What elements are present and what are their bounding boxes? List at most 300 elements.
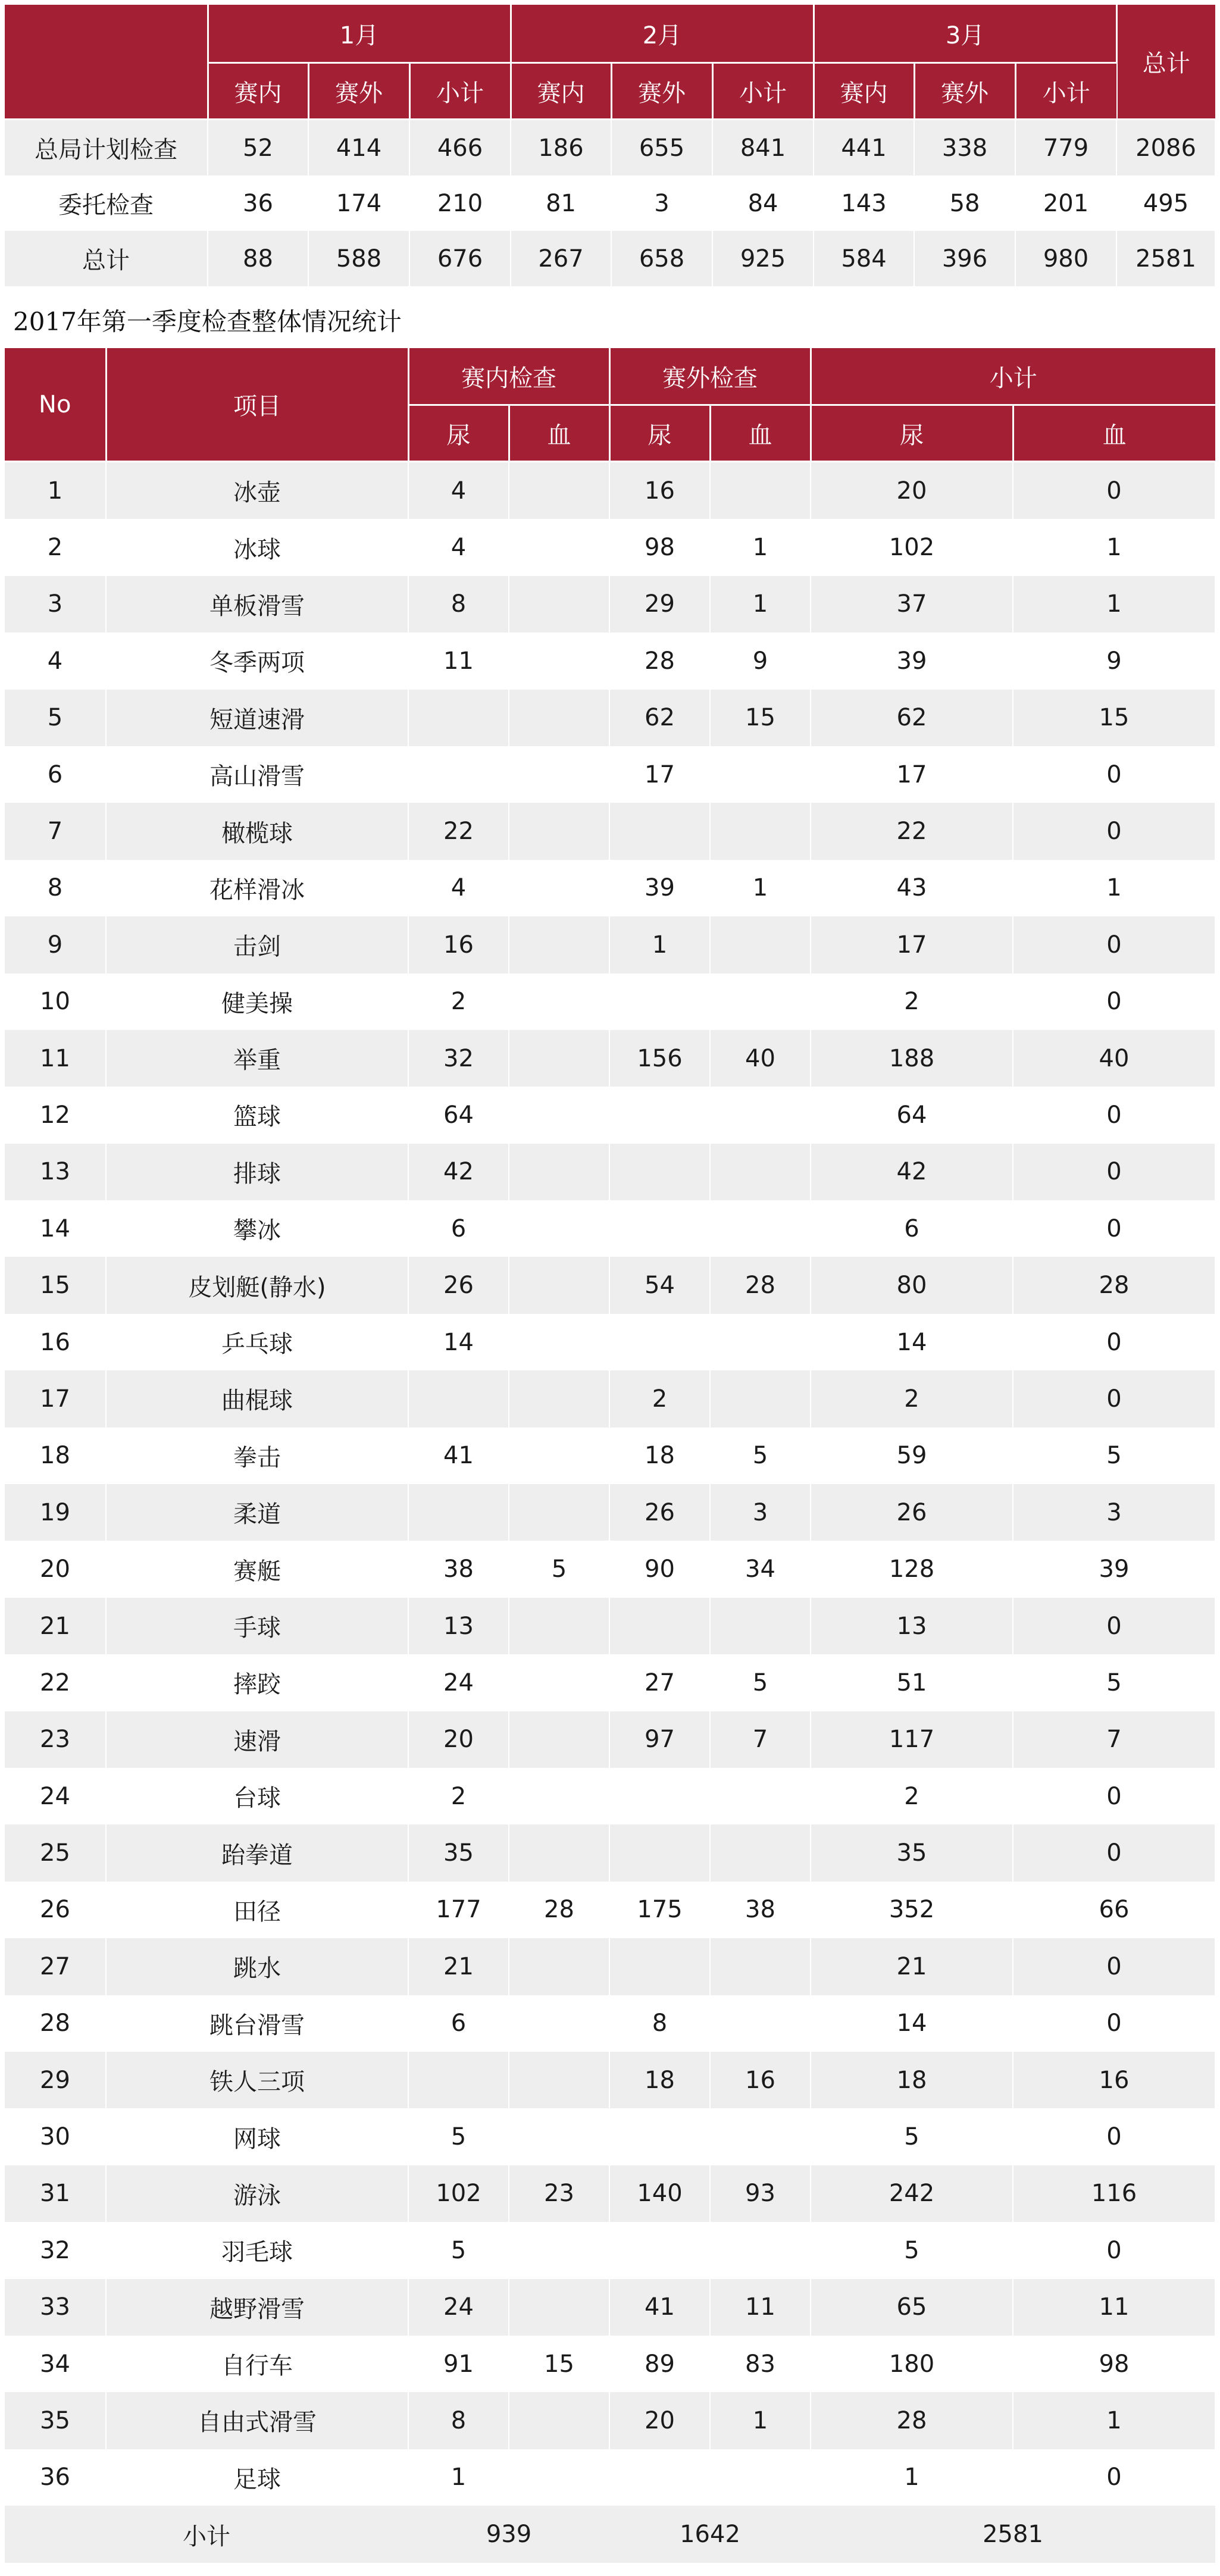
corner-cell bbox=[5, 5, 208, 120]
value-cell: 143 bbox=[814, 176, 914, 231]
sub-header: 赛内 bbox=[814, 63, 914, 120]
sport-name: 网球 bbox=[106, 2108, 408, 2165]
in-urine-cell bbox=[408, 690, 509, 746]
row-number: 33 bbox=[5, 2279, 106, 2336]
subtotal-urine-cell: 64 bbox=[811, 1087, 1013, 1143]
row-number: 3 bbox=[5, 576, 106, 633]
in-blood-cell bbox=[509, 1484, 609, 1541]
subtotal-blood-cell: 0 bbox=[1013, 1144, 1215, 1200]
in-urine-cell: 14 bbox=[408, 1314, 509, 1370]
row-number: 34 bbox=[5, 2336, 106, 2392]
out-blood-cell bbox=[710, 462, 811, 519]
out-blood-cell bbox=[710, 2449, 811, 2506]
sport-name: 击剑 bbox=[106, 916, 408, 973]
row-number: 14 bbox=[5, 1200, 106, 1257]
subtotal-blood-cell: 1 bbox=[1013, 519, 1215, 575]
row-number: 13 bbox=[5, 1144, 106, 1200]
sport-name: 自由式滑雪 bbox=[106, 2392, 408, 2449]
blood-header: 血 bbox=[509, 405, 609, 462]
in-blood-cell bbox=[509, 1768, 609, 1824]
in-urine-cell: 5 bbox=[408, 2222, 509, 2278]
table-row bbox=[5, 1484, 1215, 1541]
subtotal-blood-cell: 98 bbox=[1013, 2336, 1215, 2392]
month-header: 1月 bbox=[208, 5, 511, 63]
out-urine-cell: 27 bbox=[609, 1654, 710, 1711]
out-urine-cell bbox=[609, 1824, 710, 1881]
in-urine-cell: 21 bbox=[408, 1938, 509, 1995]
sport-name: 跳台滑雪 bbox=[106, 1995, 408, 2052]
in-urine-cell: 32 bbox=[408, 1030, 509, 1087]
row-number: 8 bbox=[5, 860, 106, 916]
subtotal-blood-cell: 66 bbox=[1013, 1882, 1215, 1938]
in-urine-cell: 64 bbox=[408, 1087, 509, 1143]
row-number: 35 bbox=[5, 2392, 106, 2449]
sport-name: 橄榄球 bbox=[106, 803, 408, 859]
table-row bbox=[5, 803, 1215, 859]
table-row bbox=[5, 1824, 1215, 1881]
subtotal-urine-cell: 17 bbox=[811, 746, 1013, 803]
in-urine-cell: 2 bbox=[408, 1768, 509, 1824]
table-row bbox=[5, 1428, 1215, 1484]
subtotal-blood-cell: 0 bbox=[1013, 1938, 1215, 1995]
subtotal-blood-cell: 9 bbox=[1013, 633, 1215, 689]
value-cell: 174 bbox=[308, 176, 409, 231]
in-blood-cell bbox=[509, 860, 609, 916]
sport-name: 举重 bbox=[106, 1030, 408, 1087]
out-blood-cell: 15 bbox=[710, 690, 811, 746]
subtotal-urine-cell: 39 bbox=[811, 633, 1013, 689]
out-urine-cell: 16 bbox=[609, 462, 710, 519]
in-urine-cell: 102 bbox=[408, 2165, 509, 2222]
subtotal-urine-cell: 180 bbox=[811, 2336, 1013, 2392]
in-urine-cell: 22 bbox=[408, 803, 509, 859]
in-urine-cell: 91 bbox=[408, 2336, 509, 2392]
subtotal-urine-cell: 352 bbox=[811, 1882, 1013, 1938]
sport-name: 铁人三项 bbox=[106, 2052, 408, 2108]
in-blood-cell bbox=[509, 2279, 609, 2336]
out-urine-cell bbox=[609, 1938, 710, 1995]
out-blood-cell: 16 bbox=[710, 2052, 811, 2108]
subtotal-blood-cell: 0 bbox=[1013, 2108, 1215, 2165]
out-urine-cell: 26 bbox=[609, 1484, 710, 1541]
in-blood-cell bbox=[509, 2392, 609, 2449]
sub-header: 赛外 bbox=[914, 63, 1015, 120]
out-urine-cell: 8 bbox=[609, 1995, 710, 2052]
subtotal-urine-cell: 17 bbox=[811, 916, 1013, 973]
sport-name: 冰壶 bbox=[106, 462, 408, 519]
sport-name: 自行车 bbox=[106, 2336, 408, 2392]
in-blood-cell bbox=[509, 633, 609, 689]
value-cell: 980 bbox=[1015, 231, 1116, 286]
table-row bbox=[5, 2165, 1215, 2222]
no-header: No bbox=[5, 348, 106, 462]
sport-name: 篮球 bbox=[106, 1087, 408, 1143]
sub-header: 赛内 bbox=[208, 63, 308, 120]
subtotal-urine-cell: 102 bbox=[811, 519, 1013, 575]
in-urine-cell: 24 bbox=[408, 1654, 509, 1711]
subtotal-blood-cell: 0 bbox=[1013, 1200, 1215, 1257]
subtotal-blood-cell: 0 bbox=[1013, 1370, 1215, 1427]
out-urine-cell: 54 bbox=[609, 1257, 710, 1313]
row-number: 10 bbox=[5, 974, 106, 1030]
table-row bbox=[5, 462, 1215, 519]
out-urine-cell: 28 bbox=[609, 633, 710, 689]
value-cell: 267 bbox=[511, 231, 611, 286]
in-blood-cell bbox=[509, 1598, 609, 1654]
sport-name: 摔跤 bbox=[106, 1654, 408, 1711]
out-urine-cell: 175 bbox=[609, 1882, 710, 1938]
value-cell: 779 bbox=[1015, 120, 1116, 176]
sport-name: 田径 bbox=[106, 1882, 408, 1938]
subtotal-urine-cell: 18 bbox=[811, 2052, 1013, 2108]
row-number: 20 bbox=[5, 1541, 106, 1597]
subtotal-blood-cell: 15 bbox=[1013, 690, 1215, 746]
summary-row bbox=[5, 120, 1215, 176]
sport-name: 跳水 bbox=[106, 1938, 408, 1995]
value-cell: 584 bbox=[814, 231, 914, 286]
in-urine-cell: 6 bbox=[408, 1995, 509, 2052]
out-urine-cell: 2 bbox=[609, 1370, 710, 1427]
in-blood-cell bbox=[509, 746, 609, 803]
table-row bbox=[5, 746, 1215, 803]
out-blood-cell: 5 bbox=[710, 1428, 811, 1484]
sport-name: 攀冰 bbox=[106, 1200, 408, 1257]
sub-header: 小计 bbox=[1015, 63, 1116, 120]
out-blood-cell: 1 bbox=[710, 860, 811, 916]
subtotal-blood-cell: 0 bbox=[1013, 2222, 1215, 2278]
subtotal-urine-cell: 21 bbox=[811, 1938, 1013, 1995]
out-blood-cell: 93 bbox=[710, 2165, 811, 2222]
table-row bbox=[5, 1200, 1215, 1257]
row-number: 27 bbox=[5, 1938, 106, 1995]
in-urine-cell: 38 bbox=[408, 1541, 509, 1597]
in-blood-cell bbox=[509, 519, 609, 575]
in-urine-cell: 20 bbox=[408, 1711, 509, 1768]
subtotal-urine-cell: 117 bbox=[811, 1711, 1013, 1768]
sport-name: 柔道 bbox=[106, 1484, 408, 1541]
subtotal-blood-cell: 0 bbox=[1013, 1087, 1215, 1143]
subtotal-urine-cell: 37 bbox=[811, 576, 1013, 633]
urine-header: 尿 bbox=[609, 405, 710, 462]
row-number: 31 bbox=[5, 2165, 106, 2222]
in-blood-cell bbox=[509, 1257, 609, 1313]
value-cell: 3 bbox=[611, 176, 712, 231]
subtotal-blood-cell: 0 bbox=[1013, 1314, 1215, 1370]
in-blood-cell bbox=[509, 1995, 609, 2052]
table-row bbox=[5, 974, 1215, 1030]
out-blood-cell bbox=[710, 746, 811, 803]
sub-header: 小计 bbox=[409, 63, 511, 120]
table-row bbox=[5, 2392, 1215, 2449]
subtotal-urine-cell: 242 bbox=[811, 2165, 1013, 2222]
row-number: 29 bbox=[5, 2052, 106, 2108]
value-cell: 495 bbox=[1116, 176, 1215, 231]
value-cell: 676 bbox=[409, 231, 511, 286]
out-urine-cell bbox=[609, 2449, 710, 2506]
row-number: 1 bbox=[5, 462, 106, 519]
urine-header: 尿 bbox=[811, 405, 1013, 462]
sport-name: 健美操 bbox=[106, 974, 408, 1030]
subtotal-label: 小计 bbox=[5, 2506, 408, 2563]
sub-header: 赛外 bbox=[611, 63, 712, 120]
in-urine-cell: 13 bbox=[408, 1598, 509, 1654]
out-urine-cell: 20 bbox=[609, 2392, 710, 2449]
in-blood-cell bbox=[509, 1370, 609, 1427]
subtotal-blood-cell: 0 bbox=[1013, 1824, 1215, 1881]
value-cell: 81 bbox=[511, 176, 611, 231]
sport-name: 冰球 bbox=[106, 519, 408, 575]
row-number: 5 bbox=[5, 690, 106, 746]
summary-row bbox=[5, 176, 1215, 231]
sport-name: 台球 bbox=[106, 1768, 408, 1824]
out-urine-cell: 156 bbox=[609, 1030, 710, 1087]
subtotal-blood-cell: 0 bbox=[1013, 974, 1215, 1030]
subtotal-blood-cell: 16 bbox=[1013, 2052, 1215, 2108]
subtotal-urine-cell: 80 bbox=[811, 1257, 1013, 1313]
out-urine-cell bbox=[609, 1144, 710, 1200]
out-urine-cell bbox=[609, 974, 710, 1030]
in-urine-cell bbox=[408, 746, 509, 803]
in-blood-cell bbox=[509, 916, 609, 973]
out-blood-cell: 1 bbox=[710, 576, 811, 633]
in-urine-cell: 35 bbox=[408, 1824, 509, 1881]
in-blood-cell bbox=[509, 803, 609, 859]
value-cell: 841 bbox=[712, 120, 814, 176]
table-row bbox=[5, 1087, 1215, 1143]
in-urine-cell: 1 bbox=[408, 2449, 509, 2506]
value-cell: 58 bbox=[914, 176, 1015, 231]
out-urine-cell bbox=[609, 803, 710, 859]
subtotal-blood-cell: 0 bbox=[1013, 1995, 1215, 2052]
value-cell: 2086 bbox=[1116, 120, 1215, 176]
out-urine-cell: 29 bbox=[609, 576, 710, 633]
table-row bbox=[5, 1257, 1215, 1313]
out-of-competition-total: 1642 bbox=[609, 2506, 811, 2563]
out-blood-cell: 1 bbox=[710, 2392, 811, 2449]
value-cell: 88 bbox=[208, 231, 308, 286]
table-row bbox=[5, 1995, 1215, 2052]
value-cell: 925 bbox=[712, 231, 814, 286]
sport-statistics-table bbox=[5, 348, 1216, 2563]
in-urine-cell: 4 bbox=[408, 519, 509, 575]
table-row bbox=[5, 916, 1215, 973]
sport-name: 皮划艇(静水) bbox=[106, 1257, 408, 1313]
value-cell: 338 bbox=[914, 120, 1015, 176]
in-competition-header: 赛内检查 bbox=[408, 348, 609, 405]
in-urine-cell: 2 bbox=[408, 974, 509, 1030]
sport-name: 越野滑雪 bbox=[106, 2279, 408, 2336]
out-urine-cell bbox=[609, 1598, 710, 1654]
out-blood-cell bbox=[710, 1087, 811, 1143]
in-urine-cell: 8 bbox=[408, 2392, 509, 2449]
table-row bbox=[5, 1768, 1215, 1824]
out-blood-cell bbox=[710, 1144, 811, 1200]
urine-header: 尿 bbox=[408, 405, 509, 462]
subtotal-urine-cell: 5 bbox=[811, 2108, 1013, 2165]
in-urine-cell: 41 bbox=[408, 1428, 509, 1484]
in-blood-cell bbox=[509, 1144, 609, 1200]
value-cell: 36 bbox=[208, 176, 308, 231]
subtotal-blood-cell: 5 bbox=[1013, 1428, 1215, 1484]
subtotal-blood-cell: 1 bbox=[1013, 576, 1215, 633]
out-blood-cell bbox=[710, 1768, 811, 1824]
row-number: 12 bbox=[5, 1087, 106, 1143]
sub-header: 赛外 bbox=[308, 63, 409, 120]
table-row bbox=[5, 1882, 1215, 1938]
table-row bbox=[5, 690, 1215, 746]
out-urine-cell: 18 bbox=[609, 1428, 710, 1484]
in-blood-cell: 23 bbox=[509, 2165, 609, 2222]
table-caption: 2017年第一季度检查整体情况统计 bbox=[13, 307, 402, 336]
row-label: 总局计划检查 bbox=[5, 120, 208, 176]
out-blood-cell bbox=[710, 1370, 811, 1427]
subtotal-urine-cell: 5 bbox=[811, 2222, 1013, 2278]
in-urine-cell: 5 bbox=[408, 2108, 509, 2165]
table-row bbox=[5, 2052, 1215, 2108]
subtotal-blood-cell: 39 bbox=[1013, 1541, 1215, 1597]
subtotal-blood-cell: 7 bbox=[1013, 1711, 1215, 1768]
in-blood-cell bbox=[509, 1654, 609, 1711]
row-number: 22 bbox=[5, 1654, 106, 1711]
out-urine-cell: 90 bbox=[609, 1541, 710, 1597]
out-urine-cell: 17 bbox=[609, 746, 710, 803]
sport-name: 乒乓球 bbox=[106, 1314, 408, 1370]
value-cell: 2581 bbox=[1116, 231, 1215, 286]
out-blood-cell: 5 bbox=[710, 1654, 811, 1711]
summary-row bbox=[5, 231, 1215, 286]
in-urine-cell: 4 bbox=[408, 860, 509, 916]
row-number: 30 bbox=[5, 2108, 106, 2165]
in-blood-cell bbox=[509, 1314, 609, 1370]
sport-name: 赛艇 bbox=[106, 1541, 408, 1597]
out-blood-cell: 11 bbox=[710, 2279, 811, 2336]
row-number: 15 bbox=[5, 1257, 106, 1313]
row-number: 23 bbox=[5, 1711, 106, 1768]
in-urine-cell: 11 bbox=[408, 633, 509, 689]
subtotal-urine-cell: 2 bbox=[811, 1370, 1013, 1427]
row-number: 21 bbox=[5, 1598, 106, 1654]
in-blood-cell bbox=[509, 974, 609, 1030]
value-cell: 84 bbox=[712, 176, 814, 231]
subtotal-urine-cell: 42 bbox=[811, 1144, 1013, 1200]
subtotal-urine-cell: 65 bbox=[811, 2279, 1013, 2336]
subtotal-blood-cell: 116 bbox=[1013, 2165, 1215, 2222]
in-blood-cell bbox=[509, 462, 609, 519]
in-blood-cell bbox=[509, 576, 609, 633]
row-label: 总计 bbox=[5, 231, 208, 286]
in-blood-cell bbox=[509, 1200, 609, 1257]
item-header: 项目 bbox=[106, 348, 408, 462]
out-blood-cell bbox=[710, 1824, 811, 1881]
out-blood-cell bbox=[710, 1314, 811, 1370]
table-row bbox=[5, 1711, 1215, 1768]
sport-name: 跆拳道 bbox=[106, 1824, 408, 1881]
sport-name: 曲棍球 bbox=[106, 1370, 408, 1427]
blood-header: 血 bbox=[710, 405, 811, 462]
row-number: 2 bbox=[5, 519, 106, 575]
in-competition-total: 939 bbox=[408, 2506, 609, 2563]
in-blood-cell bbox=[509, 1711, 609, 1768]
row-number: 26 bbox=[5, 1882, 106, 1938]
in-urine-cell bbox=[408, 2052, 509, 2108]
subtotal-blood-cell: 0 bbox=[1013, 803, 1215, 859]
out-urine-cell: 97 bbox=[609, 1711, 710, 1768]
row-number: 4 bbox=[5, 633, 106, 689]
grand-total-header: 总计 bbox=[1116, 5, 1215, 120]
row-number: 6 bbox=[5, 746, 106, 803]
subtotal-urine-cell: 28 bbox=[811, 2392, 1013, 2449]
sport-name: 游泳 bbox=[106, 2165, 408, 2222]
out-blood-cell: 3 bbox=[710, 1484, 811, 1541]
in-urine-cell: 26 bbox=[408, 1257, 509, 1313]
subtotal-urine-cell: 22 bbox=[811, 803, 1013, 859]
table-row bbox=[5, 1370, 1215, 1427]
in-blood-cell bbox=[509, 1938, 609, 1995]
in-blood-cell bbox=[509, 1824, 609, 1881]
table-row bbox=[5, 2279, 1215, 2336]
subtotal-blood-cell: 1 bbox=[1013, 2392, 1215, 2449]
row-number: 25 bbox=[5, 1824, 106, 1881]
out-blood-cell bbox=[710, 2222, 811, 2278]
out-blood-cell: 1 bbox=[710, 519, 811, 575]
row-number: 36 bbox=[5, 2449, 106, 2506]
out-urine-cell bbox=[609, 1314, 710, 1370]
subtotal-blood-cell: 5 bbox=[1013, 1654, 1215, 1711]
subtotal-urine-cell: 2 bbox=[811, 1768, 1013, 1824]
subtotal-urine-cell: 26 bbox=[811, 1484, 1013, 1541]
table-row bbox=[5, 2449, 1215, 2506]
row-number: 32 bbox=[5, 2222, 106, 2278]
in-urine-cell: 24 bbox=[408, 2279, 509, 2336]
subtotal-urine-cell: 43 bbox=[811, 860, 1013, 916]
out-urine-cell: 62 bbox=[609, 690, 710, 746]
row-number: 18 bbox=[5, 1428, 106, 1484]
out-urine-cell: 98 bbox=[609, 519, 710, 575]
row-number: 28 bbox=[5, 1995, 106, 2052]
table-row bbox=[5, 576, 1215, 633]
out-blood-cell: 7 bbox=[710, 1711, 811, 1768]
subtotal-blood-cell: 28 bbox=[1013, 1257, 1215, 1313]
table-row bbox=[5, 1030, 1215, 1087]
table-row bbox=[5, 1654, 1215, 1711]
subtotal-urine-cell: 13 bbox=[811, 1598, 1013, 1654]
out-urine-cell: 1 bbox=[609, 916, 710, 973]
in-blood-cell bbox=[509, 2108, 609, 2165]
in-blood-cell bbox=[509, 2449, 609, 2506]
in-blood-cell: 28 bbox=[509, 1882, 609, 1938]
in-urine-cell bbox=[408, 1370, 509, 1427]
row-number: 9 bbox=[5, 916, 106, 973]
in-blood-cell bbox=[509, 1428, 609, 1484]
out-blood-cell bbox=[710, 2108, 811, 2165]
subtotal-urine-cell: 14 bbox=[811, 1314, 1013, 1370]
value-cell: 655 bbox=[611, 120, 712, 176]
in-blood-cell: 15 bbox=[509, 2336, 609, 2392]
out-blood-cell bbox=[710, 1995, 811, 2052]
out-urine-cell bbox=[609, 2108, 710, 2165]
subtotal-blood-cell: 40 bbox=[1013, 1030, 1215, 1087]
month-header: 3月 bbox=[814, 5, 1116, 63]
out-of-competition-header: 赛外检查 bbox=[609, 348, 811, 405]
sport-name: 排球 bbox=[106, 1144, 408, 1200]
out-urine-cell: 140 bbox=[609, 2165, 710, 2222]
out-urine-cell bbox=[609, 1768, 710, 1824]
subtotal-blood-cell: 0 bbox=[1013, 916, 1215, 973]
table-row bbox=[5, 2108, 1215, 2165]
subtotal-blood-cell: 0 bbox=[1013, 1768, 1215, 1824]
row-number: 19 bbox=[5, 1484, 106, 1541]
out-blood-cell: 38 bbox=[710, 1882, 811, 1938]
